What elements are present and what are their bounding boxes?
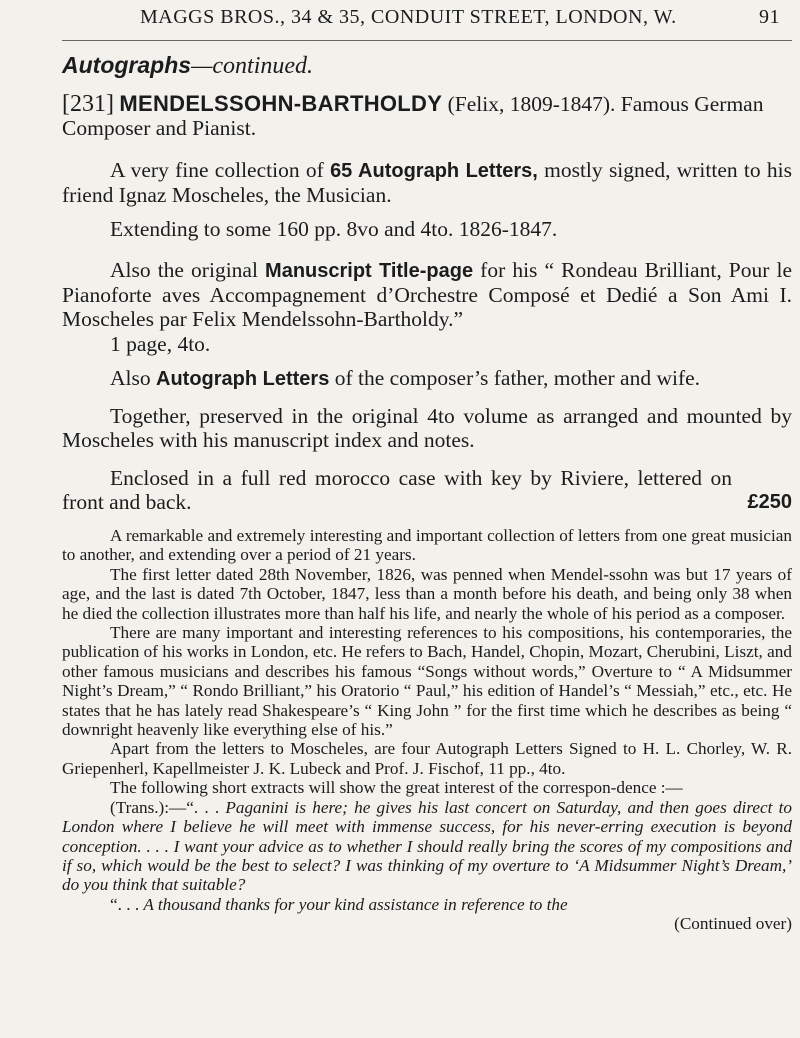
desc-para-3: There are many important and interesting references to his compositions, his contemporaries, the publication of his works in London, etc. He refers to Bach, Handel, Chopin, Mozart, Cherubini, Liszt, and other famous musicians and describes his famous “Songs without words,” Overture to “ A Midsummer Night’s Dream,” “ Rondo Brilliant,” his Oratorio “ Paul,” his edition of Handel’s “ Messiah,” etc., etc. He states that he has lately read Shakespeare’s “ King John ” for the first time which he describes as being “ downright heavenly like everything else of his.” — [62, 623, 792, 740]
lot-description — [62, 526, 792, 934]
lot-paragraph-page: 1 page, 4to. — [110, 332, 211, 356]
desc-para-4: Apart from the letters to Moscheles, are four Autograph Letters Signed to H. L. Chorley, W. R. Griepenherl, Kapellmeister J. K. Lubeck and Prof. J. Fischof, 11 pp., 4to. — [62, 739, 792, 778]
lot-paragraph-extent: Extending to some 160 pp. 8vo and 4to. 1826-1847. — [110, 217, 558, 241]
section-suffix: —continued. — [191, 53, 314, 79]
lot-paragraph-manuscript — [62, 258, 792, 331]
extract-2-lead: “. . . — [110, 894, 144, 914]
continued-note: (Continued over) — [674, 914, 792, 934]
desc-para-2: The first letter dated 28th November, 1826, was penned when Mendel-ssohn was but 17 years of age, and the last is dated 7th October, 1847, less than a month before his death, and being only 38 when he died the collection illustrates more than half his life, and nearly the whole of his period as a composer. — [62, 564, 792, 623]
p1-text: A very fine collection of — [110, 158, 331, 182]
lot-name: MENDELSSOHN-BARTHOLDY — [119, 91, 443, 116]
desc-extract-2 — [62, 895, 792, 914]
section-title: Autographs — [62, 52, 192, 78]
page-number: 91 — [759, 6, 780, 28]
p5-text: Also — [110, 366, 156, 390]
p1-bold: 65 Autograph Letters, — [330, 160, 538, 182]
lot-paragraph-volume: Together, preserved in the original 4to volume as arranged and mounted by Moscheles with his manuscript index and notes. — [62, 404, 792, 452]
lot-heading — [62, 92, 792, 140]
running-head-text: MAGGS BROS., 34 & 35, CONDUIT STREET, LONDON, W. — [140, 6, 677, 28]
desc-extract-1 — [62, 798, 792, 895]
p3-bold: Manuscript Title-page — [265, 260, 474, 282]
lot-paragraph-case — [62, 466, 792, 514]
desc-para-5: The following short extracts will show the great interest of the correspon-dence :— — [110, 778, 683, 798]
running-head — [140, 6, 780, 29]
section-heading — [62, 52, 313, 80]
lot-number: [231] — [62, 91, 114, 117]
p5-bold: Autograph Letters — [156, 368, 330, 390]
lot-name-detail: (Felix, 1809-1847). Famous German Composer and Pianist. — [62, 92, 764, 140]
header-rule — [62, 40, 792, 41]
p1-text-end: mostly signed, written to his friend Ignaz Moscheles, the Musician. — [62, 158, 793, 207]
extract-1-lead: (Trans.):—“. . . — [110, 797, 226, 817]
p3-text-end: for his “ Rondeau Brilliant, Pour le Pianoforte aves Accompagnement d’Orchestre Composé et Dedié a Son Ami I. Moscheles par Felix Mendelssohn-Bartholdy.” — [62, 258, 793, 331]
lot-price: £250 — [747, 491, 792, 513]
p5-text-end: of the composer’s father, mother and wife. — [329, 366, 701, 390]
p3-text: Also the original — [110, 258, 266, 282]
lot-paragraph-letters — [62, 158, 792, 207]
extract-1-text: Paganini is here; he gives his last concert on Saturday, and then goes direct to London where I believe he will meet with immense success, for his never-erring execution is beyond conception. . . . I want your advice as to whether I should really bring the scores of my compositions and if so, which would be the best to select? I was thinking of my overture to ‘A Midsummer Night’s Dream,’ do you think that suitable? — [62, 797, 792, 895]
case-text: Enclosed in a full red morocco case with key by Riviere, lettered on front and back. — [62, 466, 732, 514]
lot-paragraph-family — [62, 366, 792, 391]
extract-2-text: A thousand thanks for your kind assistance in reference to the — [143, 894, 568, 914]
desc-para-1: A remarkable and extremely interesting and important collection of letters from one great musician to another, and extending over a period of 21 years. — [62, 526, 792, 565]
